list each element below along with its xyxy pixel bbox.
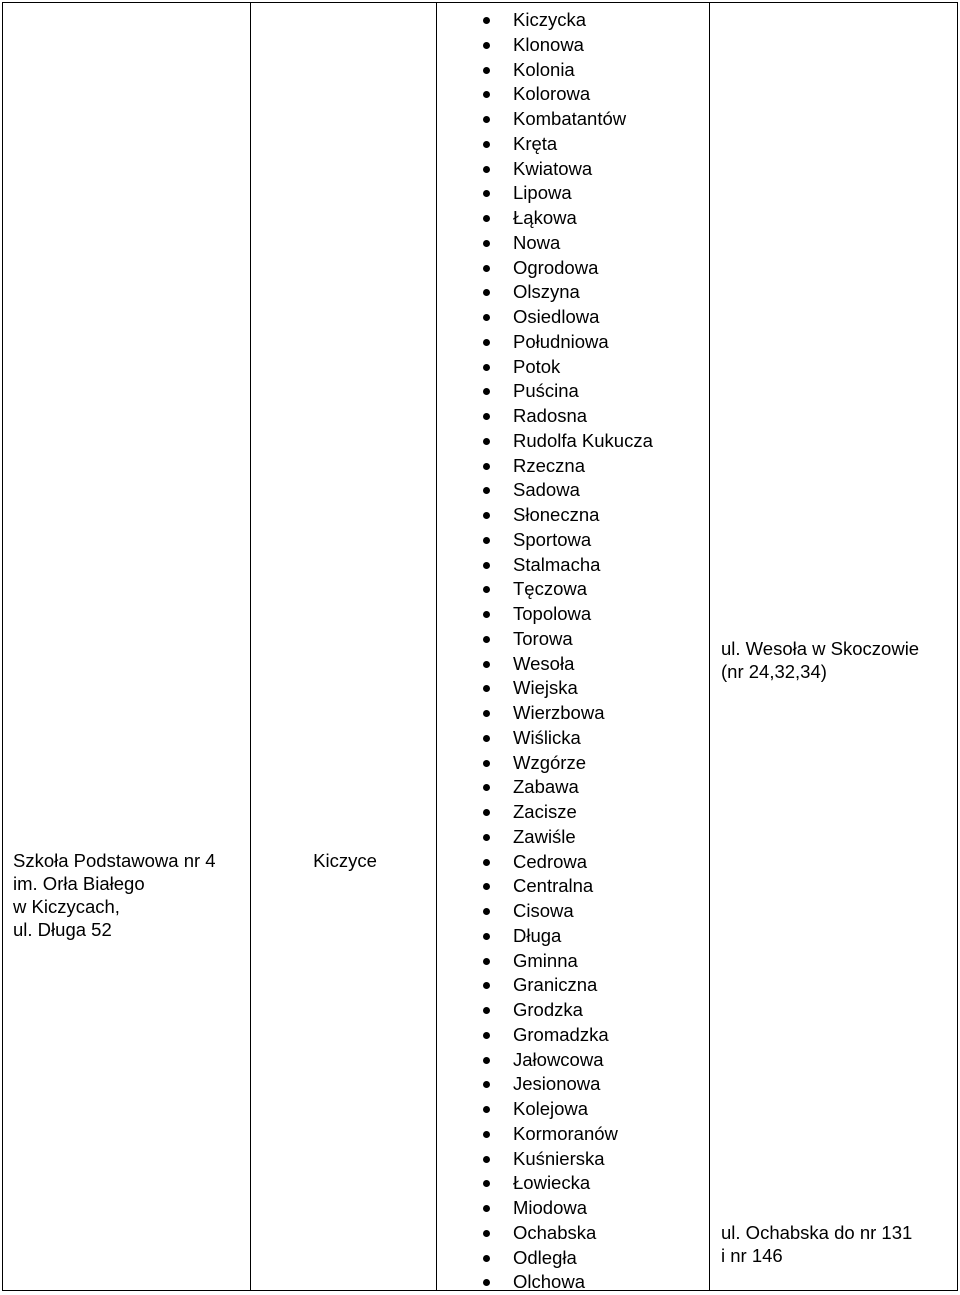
bullet-icon — [483, 1205, 490, 1212]
street-list-item — [483, 454, 653, 479]
street-list-item — [483, 181, 653, 206]
street-list-item — [483, 1221, 653, 1246]
bullet-icon — [483, 933, 490, 940]
street-name: Kręta — [513, 132, 558, 154]
street-name: Kormoranów — [513, 1122, 618, 1144]
street-name: Wiślicka — [513, 726, 581, 748]
bullet-icon — [483, 1057, 490, 1064]
bullet-icon — [483, 215, 490, 222]
street-name: Lipowa — [513, 182, 572, 204]
street-list-item — [483, 874, 653, 899]
street-name: Zawiśle — [513, 825, 576, 847]
bullet-icon — [483, 760, 490, 767]
street-name: Długa — [513, 924, 562, 946]
bullet-icon — [483, 611, 490, 618]
street-name: Kolonia — [513, 58, 575, 80]
street-name: Wzgórze — [513, 751, 586, 773]
street-list-item — [483, 1147, 653, 1172]
school-name: Szkoła Podstawowa nr 4 im. Orła Białego w Kiczycach, ul. Długa 52 — [13, 850, 216, 940]
bullet-icon — [483, 834, 490, 841]
street-list-item — [483, 33, 653, 58]
street-list-item — [483, 1097, 653, 1122]
bullet-icon — [483, 685, 490, 692]
bullet-icon — [483, 1180, 490, 1187]
bullet-icon — [483, 240, 490, 247]
street-list — [483, 8, 653, 1295]
street-name: Cedrowa — [513, 850, 588, 872]
street-name: Potok — [513, 355, 561, 377]
street-name: Stalmacha — [513, 553, 601, 575]
street-list-item — [483, 231, 653, 256]
street-list-item — [483, 1072, 653, 1097]
street-name: Wesoła — [513, 652, 575, 674]
street-name: Słoneczna — [513, 504, 600, 525]
assignment-table — [2, 2, 958, 1291]
street-list-item — [483, 528, 653, 553]
street-list-item — [483, 429, 653, 454]
street-list-item — [483, 58, 653, 83]
street-list-item — [483, 676, 653, 701]
bullet-icon — [483, 17, 490, 24]
street-list-item — [483, 1122, 653, 1147]
bullet-icon — [483, 537, 490, 544]
street-list-item — [483, 1270, 653, 1295]
street-name: Rzeczna — [513, 454, 585, 476]
street-list-item — [483, 330, 653, 355]
street-name: Klonowa — [513, 33, 584, 55]
street-name: Wiejska — [513, 677, 578, 699]
street-name: Radosna — [513, 405, 588, 426]
street-name: Łąkowa — [513, 207, 577, 228]
street-list-item — [483, 82, 653, 107]
column-divider — [436, 3, 437, 1290]
street-list-item — [483, 751, 653, 776]
street-name: Jałowcowa — [513, 1048, 604, 1070]
bullet-icon — [483, 883, 490, 890]
street-list-item — [483, 949, 653, 974]
street-name: Olchowa — [513, 1271, 585, 1293]
bullet-icon — [483, 710, 490, 717]
street-name: Torowa — [513, 627, 573, 649]
column-divider — [250, 3, 251, 1290]
street-name: Kolorowa — [513, 83, 591, 105]
street-name: Cisowa — [513, 900, 574, 921]
bullet-icon — [483, 141, 490, 148]
street-name: Centralna — [513, 875, 594, 897]
street-list-item — [483, 701, 653, 726]
bullet-icon — [483, 42, 490, 49]
bullet-icon — [483, 809, 490, 816]
column-divider — [709, 3, 710, 1290]
bullet-icon — [483, 265, 490, 272]
street-name: Kiczycka — [513, 9, 586, 30]
street-name: Łowiecka — [513, 1172, 591, 1194]
street-list-item — [483, 157, 653, 182]
street-name: Południowa — [513, 330, 609, 352]
bullet-icon — [483, 314, 490, 321]
street-list-item — [483, 8, 653, 33]
street-list-item — [483, 1246, 653, 1271]
street-list-item — [483, 924, 653, 949]
street-list-item — [483, 305, 653, 330]
street-list-item — [483, 602, 653, 627]
street-name: Zabawa — [513, 776, 579, 798]
bullet-icon — [483, 463, 490, 470]
street-list-item — [483, 1171, 653, 1196]
street-list-item — [483, 800, 653, 825]
street-name: Kwiatowa — [513, 157, 593, 179]
street-list-item — [483, 132, 653, 157]
bullet-icon — [483, 413, 490, 420]
street-name: Graniczna — [513, 974, 598, 996]
street-list-item — [483, 652, 653, 677]
street-name: Miodowa — [513, 1197, 588, 1218]
bullet-icon — [483, 67, 490, 74]
street-name: Kombatantów — [513, 108, 627, 129]
street-list-item — [483, 1196, 653, 1221]
street-list-item — [483, 775, 653, 800]
street-list-item — [483, 577, 653, 602]
street-list-item — [483, 404, 653, 429]
bullet-icon — [483, 388, 490, 395]
locality-name: Kiczyce — [313, 850, 377, 871]
street-list-item — [483, 1023, 653, 1048]
street-name: Tęczowa — [513, 578, 588, 600]
street-name: Osiedlowa — [513, 306, 600, 327]
street-list-item — [483, 850, 653, 875]
street-name: Sadowa — [513, 479, 580, 501]
street-name: Sportowa — [513, 528, 592, 550]
street-name: Odległa — [513, 1246, 577, 1268]
street-list-item — [483, 825, 653, 850]
bullet-icon — [483, 586, 490, 593]
street-name: Jesionowa — [513, 1073, 601, 1095]
street-list-item — [483, 107, 653, 132]
bullet-icon — [483, 438, 490, 445]
street-name: Grodzka — [513, 999, 583, 1020]
bullet-icon — [483, 982, 490, 989]
street-name: Kuśnierska — [513, 1147, 605, 1169]
bullet-icon — [483, 364, 490, 371]
street-name: Rudolfa Kukucza — [513, 429, 653, 451]
bullet-icon — [483, 562, 490, 569]
bullet-icon — [483, 1255, 490, 1262]
bullet-icon — [483, 1279, 490, 1286]
street-name: Wierzbowa — [513, 702, 605, 723]
bullet-icon — [483, 735, 490, 742]
street-list-item — [483, 503, 653, 528]
bullet-icon — [483, 166, 490, 173]
street-name: Olszyna — [513, 281, 580, 303]
street-list-item — [483, 726, 653, 751]
street-list-item — [483, 256, 653, 281]
bullet-icon — [483, 190, 490, 197]
street-name: Puścina — [513, 380, 579, 402]
street-list-item — [483, 553, 653, 578]
bullet-icon — [483, 91, 490, 98]
street-list-item — [483, 355, 653, 380]
note-wesola: ul. Wesoła w Skoczowie (nr 24,32,34) — [721, 638, 920, 682]
bullet-icon — [483, 339, 490, 346]
street-list-item — [483, 627, 653, 652]
bullet-icon — [483, 1230, 490, 1237]
street-name: Gromadzka — [513, 1023, 609, 1045]
note-ochabska: ul. Ochabska do nr 131 i nr 146 — [721, 1222, 913, 1266]
street-name: Ogrodowa — [513, 256, 599, 278]
bullet-icon — [483, 958, 490, 965]
bullet-icon — [483, 1156, 490, 1163]
bullet-icon — [483, 661, 490, 668]
street-list-item — [483, 1048, 653, 1073]
bullet-icon — [483, 859, 490, 866]
bullet-icon — [483, 1131, 490, 1138]
street-list-item — [483, 478, 653, 503]
street-name: Gminna — [513, 949, 578, 971]
bullet-icon — [483, 487, 490, 494]
street-name: Topolowa — [513, 603, 592, 624]
bullet-icon — [483, 1106, 490, 1113]
bullet-icon — [483, 1032, 490, 1039]
street-name: Ochabska — [513, 1221, 597, 1243]
bullet-icon — [483, 512, 490, 519]
bullet-icon — [483, 784, 490, 791]
street-name: Nowa — [513, 231, 561, 253]
bullet-icon — [483, 1081, 490, 1088]
street-list-item — [483, 973, 653, 998]
street-list-item — [483, 206, 653, 231]
street-list-item — [483, 899, 653, 924]
bullet-icon — [483, 636, 490, 643]
street-list-item — [483, 379, 653, 404]
street-list-item — [483, 280, 653, 305]
bullet-icon — [483, 116, 490, 123]
bullet-icon — [483, 908, 490, 915]
street-list-item — [483, 998, 653, 1023]
bullet-icon — [483, 1007, 490, 1014]
street-name: Zacisze — [513, 801, 577, 822]
bullet-icon — [483, 289, 490, 296]
street-name: Kolejowa — [513, 1098, 589, 1119]
